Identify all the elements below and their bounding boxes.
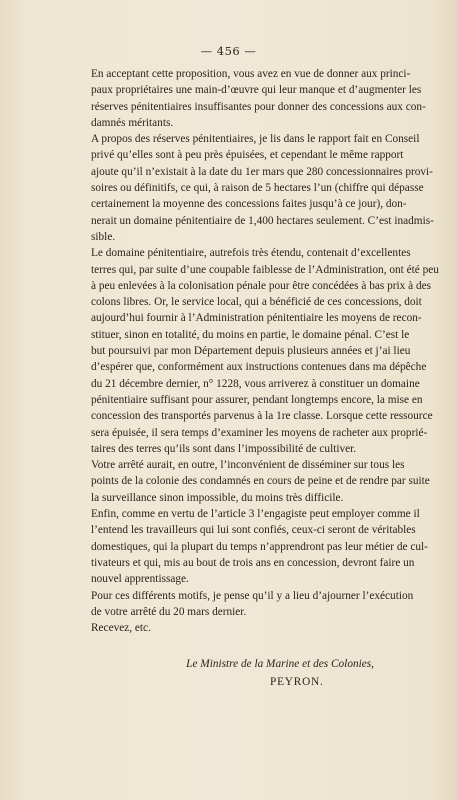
- text-line: d’espérer que, conformément aux instructions contenues dans ma dépêche: [91, 361, 427, 374]
- page-number: — 456 —: [200, 44, 257, 58]
- text-line: stituer, sinon en totalité, du moins en partie, le domaine pénal. C’est le: [91, 328, 410, 341]
- paragraph: [80, 66, 426, 131]
- text-line: taires des terres qu’ils sont dans l’impossibilité de cultiver.: [91, 442, 357, 455]
- text-line: damnés méritants.: [91, 116, 174, 129]
- text-line: points de la colonie des condamnés en cours de peine et de rendre par suite: [91, 475, 430, 488]
- text-line: terres qui, par suite d’une coupable faiblesse de l’Administration, ont été peu: [91, 263, 439, 276]
- text-line: Votre arrêté aurait, en outre, l’inconvénient de disséminer sur tous les: [91, 459, 405, 472]
- text-line: pénitentiaire suffisant pour assurer, pendant longtemps encore, la mise en: [91, 393, 423, 406]
- text-line: la surveillance sinon impossible, du moins très difficile.: [91, 491, 344, 504]
- paragraph: [80, 245, 439, 457]
- paragraph: [80, 457, 430, 506]
- text-line: concession des transportés parvenus à la 1re classe. Lorsque cette ressource: [91, 410, 433, 423]
- text-line: Enfin, comme en vertu de l’article 3 l’engagiste peut employer comme il: [91, 508, 420, 521]
- text-line: à peu enlevées à la colonisation pénale pour être concédées à bas prix à des: [91, 279, 432, 292]
- text-line: but poursuivi par mon Département depuis plusieurs années et j’ai lieu: [91, 345, 411, 358]
- letter-body: [80, 66, 439, 636]
- text-line: sible.: [91, 230, 116, 243]
- signatory-name: PEYRON.: [270, 676, 324, 688]
- text-line: nouvel apprentissage.: [91, 573, 189, 586]
- text-line: paux propriétaires une main-d’œuvre qui leur manque et d’augmenter les: [91, 84, 422, 97]
- text-line: du 21 décembre dernier, n° 1228, vous arriverez à constituer un domaine: [91, 377, 420, 390]
- text-line: l’entend les travailleurs qui lui sont confiés, ceux-ci seront de véritables: [91, 524, 416, 537]
- signature-block: [80, 655, 382, 691]
- text-line: En acceptant cette proposition, vous avez en vue de donner aux princi-: [91, 68, 411, 80]
- text-line: certainement la moyenne des concessions faites jusqu’à ce jour), don-: [91, 198, 407, 211]
- text-line: soires ou définitifs, ce qui, à raison de 5 hectares l’un (chiffre qui dépasse: [91, 182, 424, 195]
- text-line: colons libres. Or, le service local, qui a bénéficié de ces concessions, doit: [91, 296, 422, 309]
- paragraph: [80, 588, 414, 621]
- paragraph: [80, 131, 434, 245]
- text-line: domestiques, qui la plupart du temps n’apprendront pas leur métier de cul-: [91, 540, 428, 553]
- signatory-title: Le Ministre de la Marine et des Colonies,: [186, 658, 374, 670]
- text-line: Recevez, etc.: [91, 622, 151, 635]
- text-line: A propos des réserves pénitentiaires, je lis dans le rapport fait en Conseil: [91, 133, 420, 146]
- text-line: ajoute qu’il n’existait à la date du 1er mars que 280 concessionnaires provi-: [91, 165, 433, 178]
- paragraph: [80, 620, 382, 636]
- text-line: Le domaine pénitentiaire, autrefois très étendu, contenait d’excellentes: [91, 247, 411, 260]
- text-line: de votre arrêté du 20 mars dernier.: [91, 605, 247, 618]
- text-line: Pour ces différents motifs, je pense qu’il y a lieu d’ajourner l’exécution: [91, 589, 414, 602]
- text-line: tivateurs et qui, mis au bout de trois ans en concession, devront faire un: [91, 556, 415, 569]
- text-line: réserves pénitentiaires insuffisantes pour donner des concessions aux con-: [91, 100, 426, 113]
- text-line: aujourd’hui fournir à l’Administration pénitentiaire les moyens de recon-: [91, 312, 422, 325]
- text-line: sera épuisée, il sera temps d’examiner les moyens de racheter aux proprié-: [91, 426, 428, 439]
- text-line: nerait un domaine pénitentiaire de 1,400 hectares seulement. C’est inadmis-: [91, 214, 434, 227]
- text-line: privé qu’elles sont à peu près épuisées, et cependant le même rapport: [91, 149, 404, 162]
- paragraph: [80, 506, 428, 587]
